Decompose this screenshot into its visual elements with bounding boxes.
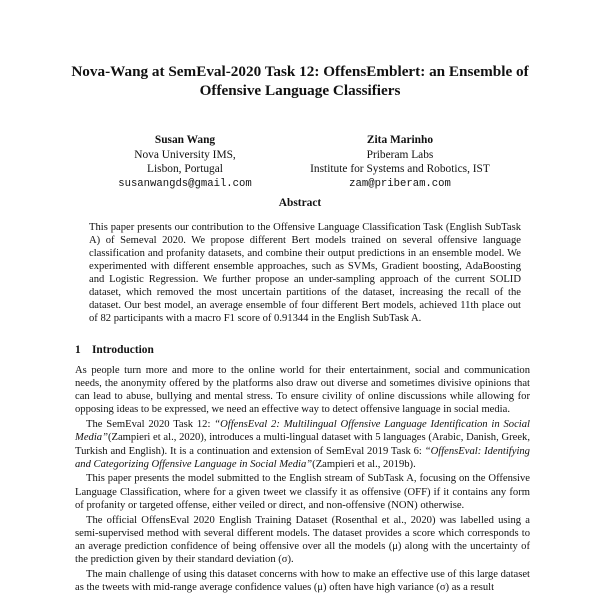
author-block-2 — [300, 133, 500, 191]
author-name: Zita Marinho — [366, 134, 434, 146]
author-affiliation: Nova University IMS, — [134, 148, 236, 161]
author-email: zam@priberam.com — [349, 177, 451, 190]
author-location: Lisbon, Portugal — [147, 163, 223, 176]
author-location: Institute for Systems and Robotics, IST — [310, 163, 490, 176]
author-affiliation: Priberam Labs — [366, 148, 434, 161]
author-block-1 — [100, 133, 270, 191]
italic-title: “OffensEval: Identifying and Categorizing Offensive Language in Social Media” — [75, 445, 530, 470]
abstract-heading: Abstract — [278, 197, 322, 209]
abstract-text: This paper presents our contribution to the Offensive Language Classification Task (English SubTask A) of Semeval 2020. We propose different Bert models trained on several offensive language classification and profanity datasets, and combine their output predictions in an ensemble model. We experimented with different ensemble approaches, such as SVMs, Gradient boosting, AdaBoosting and Logistic Regression. We further propose an under-sampling approach of the current SOLID dataset, which removed the most uncertain partitions of the dataset, increasing the recall of the dataset. Our best model, an average ensemble of four different Bert models, achieved 11th place out of 82 participants with a macro F1 score of 0.91344 in the English SubTask A. — [89, 222, 521, 325]
author-name: Susan Wang — [154, 134, 216, 146]
section-number: 1 — [75, 344, 81, 356]
section-title: Introduction — [92, 344, 154, 356]
text-run: (Zampieri et al., 2019b). — [312, 458, 416, 470]
paragraph — [75, 418, 530, 471]
paragraph: The official OffensEval 2020 English Training Dataset (Rosenthal et al., 2020) was labelled using a semi-supervised method with several different models. The dataset provides a score which corresponds to an average prediction confidence of being offensive over all the models (μ) along with the uncertainty of the prediction given by their standard deviation (σ). — [75, 514, 530, 565]
section-heading — [75, 344, 154, 356]
paragraph: As people turn more and more to the online world for their entertainment, social and communication needs, the anonymity offered by the platforms also draw out diverse and sometimes divisive opinions that can lead to abuse, bullying and mental stress. To ensure civility of online discussions while allowing for opposing ideas to be expressed, we need an effective way to detect offensive language in social media. — [75, 365, 530, 416]
text-run: The SemEval 2020 Task 12: — [86, 419, 215, 431]
italic-title: “OffensEval 2: Multilingual Offensive Language Identification in Social Media” — [75, 419, 530, 444]
introduction-body — [75, 364, 530, 594]
text-run: (Zampieri et al., 2020), introduces a multi-lingual dataset with 5 languages (Arabic, Danish, Greek, Turkish and English). It is a continuation and extension of SemEval 2019 Task 6: — [75, 432, 530, 457]
paper-title: Nova-Wang at SemEval-2020 Task 12: OffensEmblert: an Ensemble of Offensive Language Classifiers — [71, 63, 529, 99]
paragraph: This paper presents the model submitted to the English stream of SubTask A, focusing on the Offensive Language Classification, where for a given tweet we classify it as offensive (OFF) if it contains any form of profanity or targeted offense, either veiled or direct, and non-offensive (NON) otherwise. — [75, 473, 530, 511]
paragraph: The main challenge of using this dataset concerns with how to make an effective use of this large dataset as the tweets with mid-range average confidence values (μ) often have high variance (σ) as a result — [75, 568, 530, 593]
author-email: susanwangds@gmail.com — [118, 177, 252, 190]
